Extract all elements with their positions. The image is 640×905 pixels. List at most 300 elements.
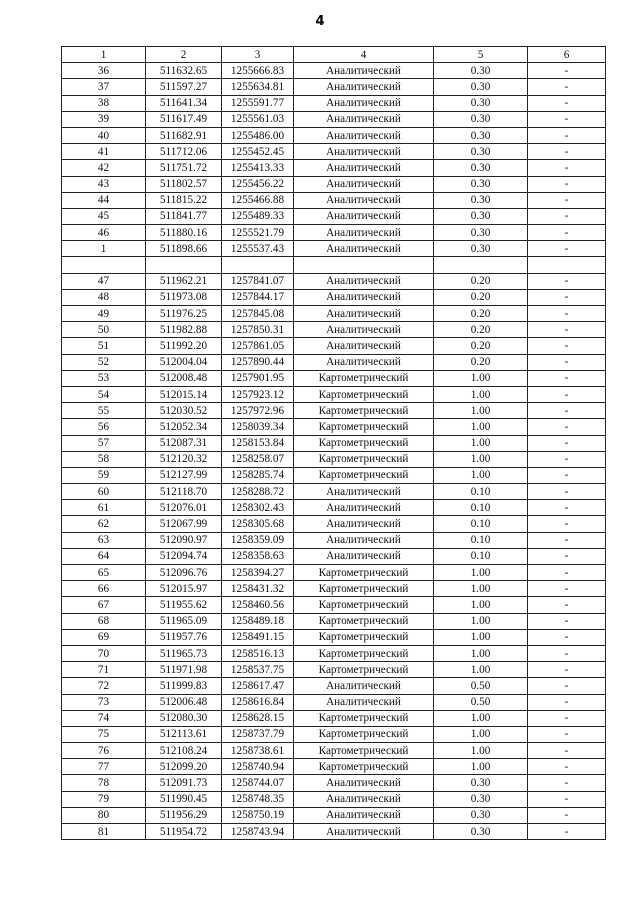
method-cell: Аналитический	[294, 95, 434, 111]
accuracy-cell: 1.00	[434, 467, 528, 483]
table-row	[62, 257, 606, 273]
table-row	[62, 629, 606, 645]
method-cell: Аналитический	[294, 225, 434, 241]
y-coordinate-cell: 1258460.56	[222, 597, 294, 613]
column-header: 3	[222, 47, 294, 63]
table-row	[62, 95, 606, 111]
method-cell: Картометрический	[294, 451, 434, 467]
x-coordinate-cell: 511965.09	[146, 613, 222, 629]
table-row	[62, 144, 606, 160]
x-coordinate-cell: 511990.45	[146, 791, 222, 807]
method-cell: Аналитический	[294, 79, 434, 95]
method-cell: Аналитический	[294, 678, 434, 694]
x-coordinate-cell: 512087.31	[146, 435, 222, 451]
note-cell: -	[528, 759, 606, 775]
method-cell: Картометрический	[294, 581, 434, 597]
y-coordinate-cell: 1258537.75	[222, 662, 294, 678]
point-number-cell: 49	[62, 306, 146, 322]
table-body	[62, 63, 606, 840]
y-coordinate-cell: 1255591.77	[222, 95, 294, 111]
x-coordinate-cell: 511898.66	[146, 241, 222, 257]
note-cell: -	[528, 111, 606, 127]
accuracy-cell: 0.30	[434, 208, 528, 224]
method-cell: Аналитический	[294, 306, 434, 322]
point-number-cell: 60	[62, 484, 146, 500]
method-cell: Картометрический	[294, 726, 434, 742]
point-number-cell: 47	[62, 273, 146, 289]
y-coordinate-cell: 1257972.96	[222, 403, 294, 419]
y-coordinate-cell: 1258285.74	[222, 467, 294, 483]
point-number-cell: 57	[62, 435, 146, 451]
note-cell: -	[528, 775, 606, 791]
point-number-cell: 46	[62, 225, 146, 241]
accuracy-cell: 1.00	[434, 743, 528, 759]
y-coordinate-cell: 1258394.27	[222, 565, 294, 581]
method-cell: Аналитический	[294, 289, 434, 305]
note-cell: -	[528, 645, 606, 661]
note-cell: -	[528, 176, 606, 192]
table-row	[62, 306, 606, 322]
table-row	[62, 273, 606, 289]
method-cell: Картометрический	[294, 710, 434, 726]
x-coordinate-cell: 512080.30	[146, 710, 222, 726]
y-coordinate-cell: 1258748.35	[222, 791, 294, 807]
point-number-cell: 74	[62, 710, 146, 726]
accuracy-cell: 1.00	[434, 386, 528, 402]
x-coordinate-cell: 511954.72	[146, 824, 222, 840]
x-coordinate-cell: 512108.24	[146, 743, 222, 759]
method-cell: Картометрический	[294, 435, 434, 451]
x-coordinate-cell: 512120.32	[146, 451, 222, 467]
y-coordinate-cell: 1258516.13	[222, 645, 294, 661]
table-row	[62, 160, 606, 176]
method-cell: Аналитический	[294, 775, 434, 791]
accuracy-cell: 0.30	[434, 176, 528, 192]
table-header-row	[62, 47, 606, 63]
accuracy-cell: 1.00	[434, 726, 528, 742]
table-row	[62, 516, 606, 532]
point-number-cell: 81	[62, 824, 146, 840]
note-cell: -	[528, 338, 606, 354]
x-coordinate-cell: 511965.73	[146, 645, 222, 661]
point-number-cell: 62	[62, 516, 146, 532]
point-number-cell: 64	[62, 548, 146, 564]
point-number-cell: 54	[62, 386, 146, 402]
method-cell: Аналитический	[294, 532, 434, 548]
point-number-cell: 67	[62, 597, 146, 613]
table-row	[62, 807, 606, 823]
point-number-cell: 66	[62, 581, 146, 597]
point-number-cell: 40	[62, 127, 146, 143]
note-cell: -	[528, 726, 606, 742]
accuracy-cell: 1.00	[434, 597, 528, 613]
accuracy-cell: 0.50	[434, 678, 528, 694]
method-cell: Картометрический	[294, 743, 434, 759]
y-coordinate-cell: 1258616.84	[222, 694, 294, 710]
accuracy-cell: 0.20	[434, 289, 528, 305]
point-number-cell: 55	[62, 403, 146, 419]
y-coordinate-cell: 1255521.79	[222, 225, 294, 241]
table-row	[62, 565, 606, 581]
note-cell: -	[528, 613, 606, 629]
x-coordinate-cell: 511632.65	[146, 63, 222, 79]
y-coordinate-cell: 1257861.05	[222, 338, 294, 354]
accuracy-cell: 1.00	[434, 581, 528, 597]
point-number-cell: 52	[62, 354, 146, 370]
method-cell: Аналитический	[294, 208, 434, 224]
note-cell	[528, 257, 606, 273]
method-cell: Картометрический	[294, 403, 434, 419]
point-number-cell: 38	[62, 95, 146, 111]
note-cell: -	[528, 403, 606, 419]
method-cell: Картометрический	[294, 597, 434, 613]
table-row	[62, 63, 606, 79]
accuracy-cell: 1.00	[434, 662, 528, 678]
note-cell: -	[528, 192, 606, 208]
accuracy-cell: 0.30	[434, 111, 528, 127]
table-row	[62, 370, 606, 386]
point-number-cell: 76	[62, 743, 146, 759]
table-row	[62, 225, 606, 241]
accuracy-cell: 1.00	[434, 645, 528, 661]
y-coordinate-cell: 1255537.43	[222, 241, 294, 257]
table-row	[62, 743, 606, 759]
note-cell: -	[528, 743, 606, 759]
method-cell: Картометрический	[294, 467, 434, 483]
x-coordinate-cell: 511841.77	[146, 208, 222, 224]
table-row	[62, 645, 606, 661]
x-coordinate-cell: 511962.21	[146, 273, 222, 289]
accuracy-cell: 1.00	[434, 451, 528, 467]
table-row	[62, 824, 606, 840]
note-cell: -	[528, 532, 606, 548]
x-coordinate-cell: 512008.48	[146, 370, 222, 386]
accuracy-cell: 0.30	[434, 127, 528, 143]
method-cell: Аналитический	[294, 791, 434, 807]
accuracy-cell: 1.00	[434, 370, 528, 386]
point-number-cell: 59	[62, 467, 146, 483]
y-coordinate-cell: 1258258.07	[222, 451, 294, 467]
accuracy-cell: 0.30	[434, 241, 528, 257]
accuracy-cell: 0.30	[434, 225, 528, 241]
table-row	[62, 208, 606, 224]
y-coordinate-cell: 1258305.68	[222, 516, 294, 532]
method-cell: Картометрический	[294, 419, 434, 435]
accuracy-cell: 0.30	[434, 824, 528, 840]
point-number-cell	[62, 257, 146, 273]
y-coordinate-cell: 1258153.84	[222, 435, 294, 451]
accuracy-cell: 0.30	[434, 791, 528, 807]
note-cell: -	[528, 289, 606, 305]
column-header: 5	[434, 47, 528, 63]
x-coordinate-cell	[146, 257, 222, 273]
x-coordinate-cell: 512127.99	[146, 467, 222, 483]
accuracy-cell: 0.10	[434, 500, 528, 516]
x-coordinate-cell: 512052.34	[146, 419, 222, 435]
table-row	[62, 289, 606, 305]
method-cell: Картометрический	[294, 759, 434, 775]
table-row	[62, 241, 606, 257]
y-coordinate-cell: 1255452.45	[222, 144, 294, 160]
table-row	[62, 532, 606, 548]
accuracy-cell: 0.30	[434, 79, 528, 95]
method-cell: Аналитический	[294, 354, 434, 370]
y-coordinate-cell: 1258489.18	[222, 613, 294, 629]
x-coordinate-cell: 512015.97	[146, 581, 222, 597]
table-row	[62, 127, 606, 143]
note-cell: -	[528, 127, 606, 143]
y-coordinate-cell: 1255456.22	[222, 176, 294, 192]
accuracy-cell: 0.30	[434, 144, 528, 160]
method-cell: Аналитический	[294, 824, 434, 840]
y-coordinate-cell: 1255413.33	[222, 160, 294, 176]
method-cell: Аналитический	[294, 338, 434, 354]
y-coordinate-cell: 1258743.94	[222, 824, 294, 840]
accuracy-cell: 0.50	[434, 694, 528, 710]
x-coordinate-cell: 512076.01	[146, 500, 222, 516]
column-header: 2	[146, 47, 222, 63]
y-coordinate-cell: 1255634.81	[222, 79, 294, 95]
method-cell: Аналитический	[294, 807, 434, 823]
accuracy-cell: 0.20	[434, 306, 528, 322]
y-coordinate-cell: 1258738.61	[222, 743, 294, 759]
note-cell: -	[528, 208, 606, 224]
x-coordinate-cell: 511641.34	[146, 95, 222, 111]
note-cell: -	[528, 807, 606, 823]
accuracy-cell: 1.00	[434, 435, 528, 451]
note-cell: -	[528, 710, 606, 726]
x-coordinate-cell: 512099.20	[146, 759, 222, 775]
note-cell: -	[528, 419, 606, 435]
table-row	[62, 322, 606, 338]
table-row	[62, 613, 606, 629]
table-row	[62, 694, 606, 710]
point-number-cell: 69	[62, 629, 146, 645]
point-number-cell: 79	[62, 791, 146, 807]
x-coordinate-cell: 511617.49	[146, 111, 222, 127]
note-cell: -	[528, 306, 606, 322]
point-number-cell: 36	[62, 63, 146, 79]
point-number-cell: 56	[62, 419, 146, 435]
note-cell: -	[528, 273, 606, 289]
x-coordinate-cell: 511973.08	[146, 289, 222, 305]
x-coordinate-cell: 512067.99	[146, 516, 222, 532]
accuracy-cell: 1.00	[434, 759, 528, 775]
table-row	[62, 548, 606, 564]
y-coordinate-cell: 1257901.95	[222, 370, 294, 386]
note-cell: -	[528, 597, 606, 613]
x-coordinate-cell: 511976.25	[146, 306, 222, 322]
table-row	[62, 451, 606, 467]
point-number-cell: 58	[62, 451, 146, 467]
point-number-cell: 42	[62, 160, 146, 176]
coordinates-table	[61, 46, 606, 840]
method-cell: Аналитический	[294, 548, 434, 564]
point-number-cell: 51	[62, 338, 146, 354]
y-coordinate-cell: 1255666.83	[222, 63, 294, 79]
note-cell: -	[528, 516, 606, 532]
x-coordinate-cell: 511802.57	[146, 176, 222, 192]
table-row	[62, 791, 606, 807]
accuracy-cell: 0.30	[434, 160, 528, 176]
note-cell: -	[528, 581, 606, 597]
y-coordinate-cell: 1257844.17	[222, 289, 294, 305]
method-cell: Аналитический	[294, 63, 434, 79]
accuracy-cell: 0.30	[434, 192, 528, 208]
note-cell: -	[528, 629, 606, 645]
accuracy-cell: 0.20	[434, 322, 528, 338]
method-cell: Аналитический	[294, 484, 434, 500]
point-number-cell: 48	[62, 289, 146, 305]
x-coordinate-cell: 511682.91	[146, 127, 222, 143]
page-number: 4	[315, 14, 325, 29]
table-row	[62, 403, 606, 419]
y-coordinate-cell: 1258288.72	[222, 484, 294, 500]
accuracy-cell: 0.20	[434, 354, 528, 370]
x-coordinate-cell: 511982.88	[146, 322, 222, 338]
table-row	[62, 354, 606, 370]
note-cell: -	[528, 500, 606, 516]
x-coordinate-cell: 512113.61	[146, 726, 222, 742]
y-coordinate-cell: 1257923.12	[222, 386, 294, 402]
method-cell: Картометрический	[294, 662, 434, 678]
accuracy-cell: 1.00	[434, 710, 528, 726]
x-coordinate-cell: 512090.97	[146, 532, 222, 548]
table-row	[62, 678, 606, 694]
table-row	[62, 386, 606, 402]
method-cell: Картометрический	[294, 645, 434, 661]
note-cell: -	[528, 791, 606, 807]
accuracy-cell: 0.20	[434, 273, 528, 289]
y-coordinate-cell: 1258740.94	[222, 759, 294, 775]
x-coordinate-cell: 512006.48	[146, 694, 222, 710]
x-coordinate-cell: 511999.83	[146, 678, 222, 694]
point-number-cell: 70	[62, 645, 146, 661]
accuracy-cell: 0.10	[434, 516, 528, 532]
point-number-cell: 68	[62, 613, 146, 629]
x-coordinate-cell: 511880.16	[146, 225, 222, 241]
note-cell: -	[528, 95, 606, 111]
accuracy-cell: 1.00	[434, 629, 528, 645]
x-coordinate-cell: 511815.22	[146, 192, 222, 208]
method-cell: Аналитический	[294, 500, 434, 516]
note-cell: -	[528, 386, 606, 402]
table-row	[62, 419, 606, 435]
y-coordinate-cell: 1258737.79	[222, 726, 294, 742]
note-cell: -	[528, 354, 606, 370]
table-row	[62, 597, 606, 613]
column-header: 1	[62, 47, 146, 63]
table-row	[62, 435, 606, 451]
x-coordinate-cell: 511597.27	[146, 79, 222, 95]
y-coordinate-cell: 1258358.63	[222, 548, 294, 564]
y-coordinate-cell: 1258617.47	[222, 678, 294, 694]
method-cell: Аналитический	[294, 694, 434, 710]
y-coordinate-cell: 1258302.43	[222, 500, 294, 516]
method-cell	[294, 257, 434, 273]
point-number-cell: 61	[62, 500, 146, 516]
point-number-cell: 72	[62, 678, 146, 694]
accuracy-cell: 0.30	[434, 63, 528, 79]
point-number-cell: 41	[62, 144, 146, 160]
method-cell: Аналитический	[294, 241, 434, 257]
accuracy-cell: 0.30	[434, 807, 528, 823]
y-coordinate-cell: 1258431.32	[222, 581, 294, 597]
method-cell: Аналитический	[294, 160, 434, 176]
table-row	[62, 192, 606, 208]
y-coordinate-cell: 1255489.33	[222, 208, 294, 224]
point-number-cell: 50	[62, 322, 146, 338]
note-cell: -	[528, 435, 606, 451]
note-cell: -	[528, 451, 606, 467]
note-cell: -	[528, 63, 606, 79]
note-cell: -	[528, 467, 606, 483]
note-cell: -	[528, 144, 606, 160]
method-cell: Картометрический	[294, 565, 434, 581]
y-coordinate-cell: 1255466.88	[222, 192, 294, 208]
note-cell: -	[528, 79, 606, 95]
point-number-cell: 39	[62, 111, 146, 127]
point-number-cell: 1	[62, 241, 146, 257]
x-coordinate-cell: 512015.14	[146, 386, 222, 402]
method-cell: Аналитический	[294, 273, 434, 289]
y-coordinate-cell: 1257890.44	[222, 354, 294, 370]
point-number-cell: 77	[62, 759, 146, 775]
note-cell: -	[528, 241, 606, 257]
table-row	[62, 775, 606, 791]
method-cell: Аналитический	[294, 192, 434, 208]
x-coordinate-cell: 511992.20	[146, 338, 222, 354]
method-cell: Картометрический	[294, 386, 434, 402]
point-number-cell: 75	[62, 726, 146, 742]
y-coordinate-cell: 1257841.07	[222, 273, 294, 289]
point-number-cell: 78	[62, 775, 146, 791]
x-coordinate-cell: 511712.06	[146, 144, 222, 160]
table-row	[62, 79, 606, 95]
accuracy-cell: 1.00	[434, 419, 528, 435]
table-row	[62, 111, 606, 127]
accuracy-cell: 0.30	[434, 775, 528, 791]
point-number-cell: 37	[62, 79, 146, 95]
x-coordinate-cell: 511955.62	[146, 597, 222, 613]
column-header: 6	[528, 47, 606, 63]
accuracy-cell: 0.10	[434, 532, 528, 548]
x-coordinate-cell: 512004.04	[146, 354, 222, 370]
method-cell: Аналитический	[294, 111, 434, 127]
note-cell: -	[528, 678, 606, 694]
x-coordinate-cell: 512118.70	[146, 484, 222, 500]
accuracy-cell: 0.30	[434, 95, 528, 111]
y-coordinate-cell: 1257845.08	[222, 306, 294, 322]
point-number-cell: 53	[62, 370, 146, 386]
accuracy-cell: 1.00	[434, 403, 528, 419]
accuracy-cell: 0.10	[434, 484, 528, 500]
table-row	[62, 662, 606, 678]
method-cell: Картометрический	[294, 613, 434, 629]
point-number-cell: 63	[62, 532, 146, 548]
point-number-cell: 44	[62, 192, 146, 208]
accuracy-cell: 0.10	[434, 548, 528, 564]
note-cell: -	[528, 370, 606, 386]
point-number-cell: 73	[62, 694, 146, 710]
note-cell: -	[528, 694, 606, 710]
y-coordinate-cell: 1255561.03	[222, 111, 294, 127]
accuracy-cell: 1.00	[434, 565, 528, 581]
note-cell: -	[528, 662, 606, 678]
note-cell: -	[528, 484, 606, 500]
table-row	[62, 467, 606, 483]
x-coordinate-cell: 512030.52	[146, 403, 222, 419]
